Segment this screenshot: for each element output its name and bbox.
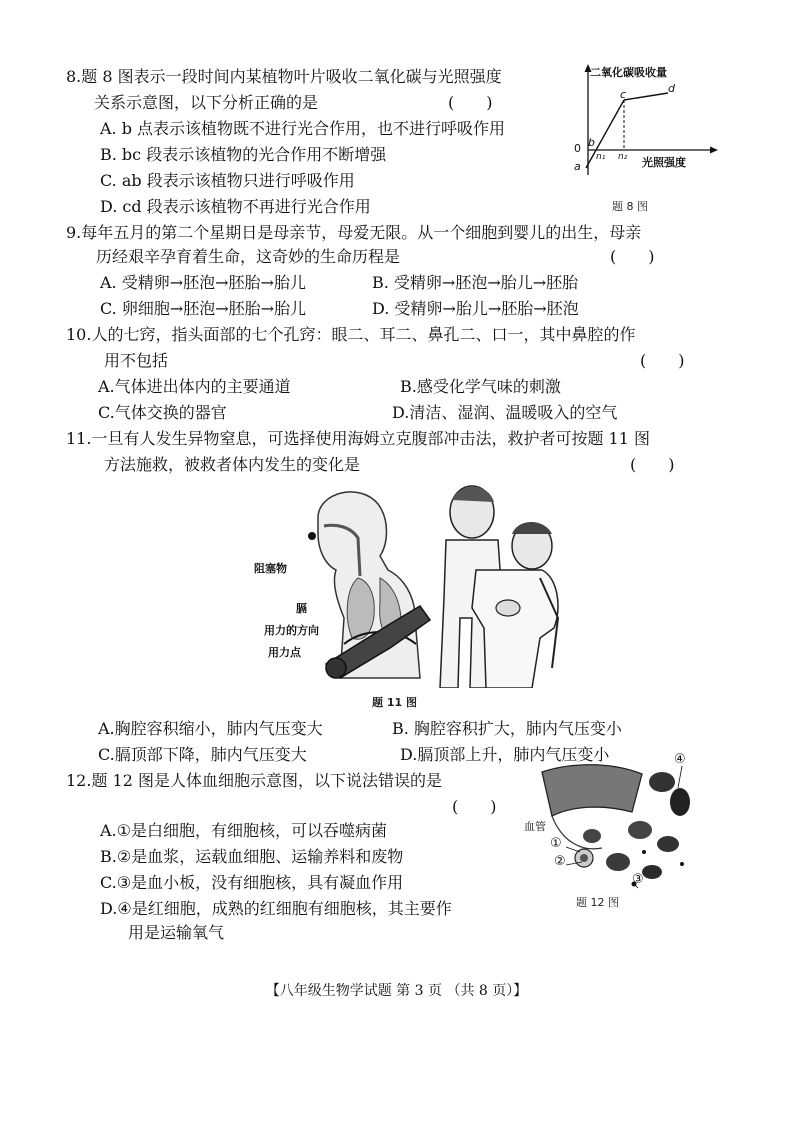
q12-stem-line1: 12.题 12 图是人体血细胞示意图，以下说法错误的是: [66, 771, 442, 790]
q8-option-a: A. b 点表示该植物既不进行光合作用，也不进行呼吸作用: [100, 119, 506, 138]
q11-option-c: C.膈顶部下降，肺内气压变大: [98, 745, 307, 764]
q9-stem-line2: 历经艰辛孕育着生命，这奇妙的生命历程是: [96, 247, 401, 266]
q8-origin-label: 0: [574, 142, 581, 155]
q11-option-b: B. 胸腔容积扩大，肺内气压变小: [392, 719, 622, 738]
q12-label-vessel: 血管: [524, 820, 546, 833]
q12-label-4: ④: [674, 752, 686, 767]
q8-point-d: d: [668, 82, 675, 95]
q10-option-d: D.清洁、湿润、温暖吸入的空气: [392, 403, 618, 422]
q12-option-a: A.①是白细胞，有细胞核，可以吞噬病菌: [100, 821, 387, 840]
page-footer: 【八年级生物学试题 第 3 页 （共 8 页）】: [265, 983, 528, 999]
q12-option-d: D.④是红细胞，成熟的红细胞有细胞核，其主要作: [100, 899, 452, 918]
q8-point-b: b: [588, 136, 595, 149]
q10-answer-bracket: ( ): [640, 351, 685, 370]
q11-figure-caption: 题 11 图: [372, 696, 417, 709]
q9-answer-bracket: ( ): [610, 247, 655, 266]
q11-figure: [240, 478, 570, 710]
q11-answer-bracket: ( ): [630, 455, 675, 474]
q11-option-a: A.胸腔容积缩小，肺内气压变大: [98, 719, 323, 738]
q8-y-axis-label: 二氧化碳吸收量: [590, 66, 667, 79]
q10-option-b: B.感受化学气味的刺激: [400, 377, 561, 396]
q9-option-c: C. 卵细胞→胚泡→胚胎→胎儿: [100, 299, 307, 318]
q12-option-c: C.③是血小板，没有细胞核，具有凝血作用: [100, 873, 404, 892]
q12-label-1: ①: [550, 836, 562, 851]
q10-option-a: A.气体进出体内的主要通道: [98, 377, 291, 396]
q12-figure: [522, 752, 702, 912]
q12-option-b: B.②是血浆，运载血细胞、运输养料和废物: [100, 847, 404, 866]
q11-option-d: D.膈顶部上升，肺内气压变小: [400, 745, 610, 764]
q8-option-b: B. bc 段表示该植物的光合作用不断增强: [100, 145, 387, 164]
q11-label-force-point: 用力点: [268, 646, 301, 659]
q8-figure: [572, 60, 722, 215]
q12-option-d-continued: 用是运输氧气: [128, 923, 225, 942]
q9-option-a: A. 受精卵→胚泡→胚胎→胎儿: [100, 273, 306, 292]
q10-stem-line1: 10.人的七窍，指头面部的七个孔窍：眼二、耳二、鼻孔二、口一，其中鼻腔的作: [66, 325, 636, 344]
q9-stem-line1: 9.每年五月的第二个星期日是母亲节，母爱无限。从一个细胞到婴儿的出生，母亲: [66, 223, 642, 242]
q8-figure-caption: 题 8 图: [612, 200, 648, 213]
q11-stem-line2: 方法施救，被救者体内发生的变化是: [104, 455, 361, 474]
q9-option-b: B. 受精卵→胚泡→胎儿→胚胎: [372, 273, 579, 292]
q11-label-diaphragm: 膈: [296, 602, 307, 615]
q10-stem-line2: 用不包括: [104, 351, 169, 370]
q10-option-c: C.气体交换的器官: [98, 403, 227, 422]
q11-label-force-direction: 用力的方向: [264, 624, 319, 637]
q8-point-a: a: [574, 160, 581, 173]
q11-stem-line1: 11.一旦有人发生异物窒息，可选择使用海姆立克腹部冲击法，救护者可按题 11 图: [66, 429, 650, 448]
blood-cells-illustration: [522, 752, 702, 892]
q8-option-d: D. cd 段表示该植物不再进行光合作用: [100, 197, 371, 216]
q8-answer-bracket: ( ): [448, 93, 493, 112]
q11-label-obstruction: 阻塞物: [254, 562, 287, 575]
q8-stem-line2: 关系示意图，以下分析正确的是: [94, 93, 319, 112]
q8-option-c: C. ab 段表示该植物只进行呼吸作用: [100, 171, 355, 190]
q8-stem-line1: 8.题 8 图表示一段时间内某植物叶片吸收二氧化碳与光照强度: [66, 67, 502, 86]
q12-figure-caption: 题 12 图: [576, 896, 619, 909]
q12-answer-bracket: ( ): [452, 797, 497, 816]
q8-x-axis-label: 光照强度: [642, 156, 686, 169]
q12-label-3: ③: [632, 872, 644, 887]
q8-n1-label: n₁: [596, 152, 606, 162]
q12-label-2: ②: [554, 854, 566, 869]
q9-option-d: D. 受精卵→胎儿→胚胎→胚泡: [372, 299, 579, 318]
q8-n2-label: n₂: [618, 152, 628, 162]
q8-point-c: c: [620, 88, 627, 101]
